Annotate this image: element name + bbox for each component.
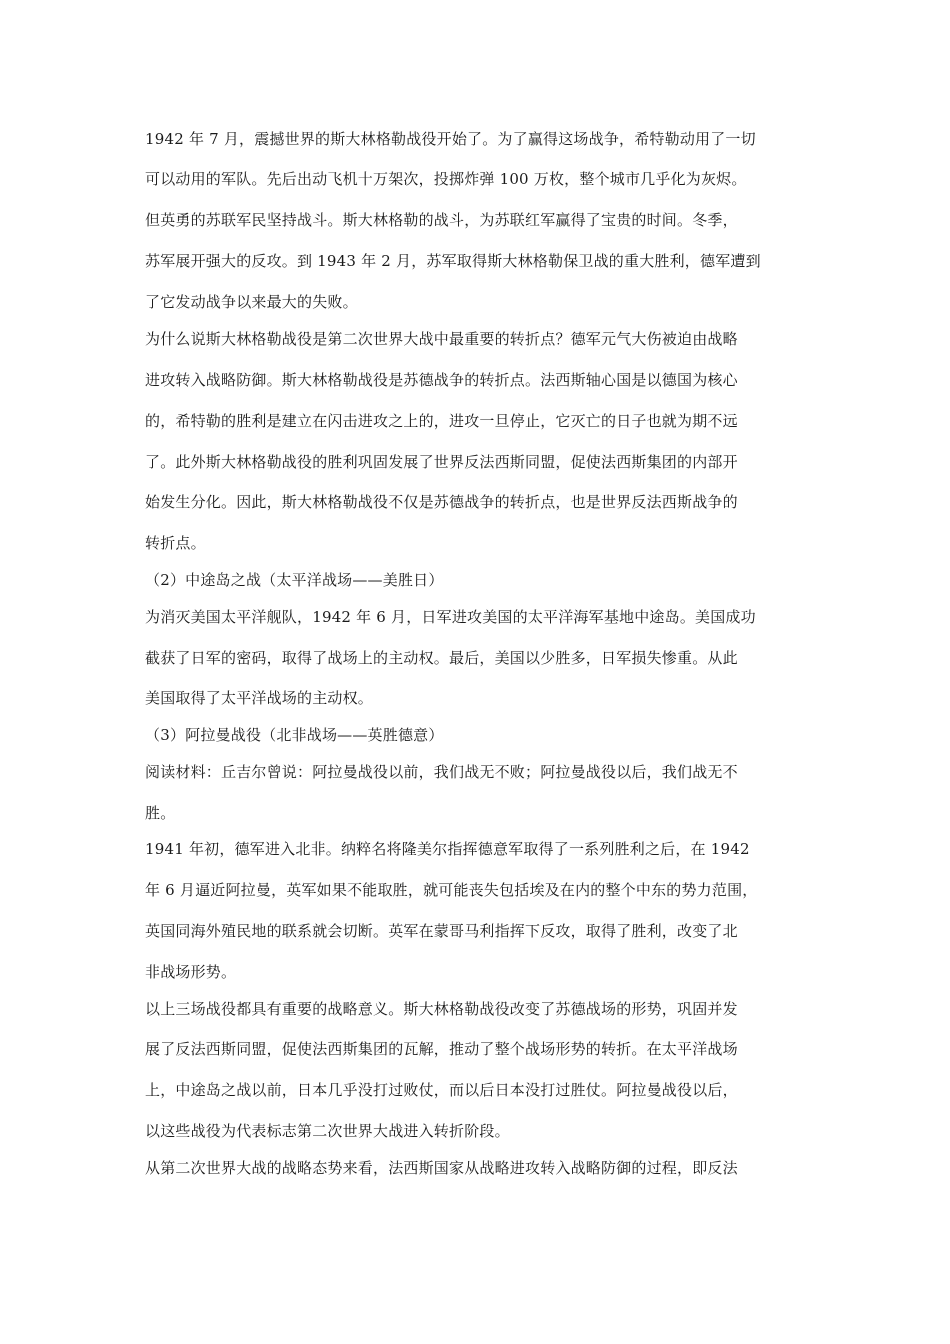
text-line-1: 1942 年 7 月，震撼世界的斯大林格勒战役开始了。为了赢得这场战争，希特勒动用了一切 (145, 130, 756, 148)
text-line-3: 但英勇的苏联军民坚持战斗。斯大林格勒的战斗，为苏联红军赢得了宝贵的时间。冬季， (145, 211, 738, 229)
text-line-5: 了它发动战争以来最大的失败。 (145, 293, 358, 311)
text-line-15: 美国取得了太平洋战场的主动权。 (145, 689, 374, 707)
text-line-9: 了。此外斯大林格勒战役的胜利巩固发展了世界反法西斯同盟，促使法西斯集团的内部开 (145, 453, 738, 471)
text-line-19: 1941 年初，德军进入北非。纳粹名将隆美尔指挥德意军取得了一系列胜利之后，在 1942 (145, 840, 750, 858)
text-line-26: 以这些战役为代表标志第二次世界大战进入转折阶段。 (145, 1122, 510, 1140)
text-line-22: 非战场形势。 (145, 963, 237, 981)
text-line-20: 年 6 月逼近阿拉曼，英军如果不能取胜，就可能丧失包括埃及在内的整个中东的势力范围， (145, 881, 758, 899)
text-line-23: 以上三场战役都具有重要的战略意义。斯大林格勒战役改变了苏德战场的形势，巩固并发 (145, 1000, 738, 1018)
section-heading-alamein: （3）阿拉曼战役（北非战场——英胜德意） (145, 726, 444, 744)
text-line-11: 转折点。 (145, 534, 206, 552)
text-line-18: 胜。 (145, 804, 176, 822)
text-line-17: 阅读材料：丘吉尔曾说：阿拉曼战役以前，我们战无不败；阿拉曼战役以后，我们战无不 (145, 763, 738, 781)
text-line-7: 进攻转入战略防御。斯大林格勒战役是苏德战争的转折点。法西斯轴心国是以德国为核心 (145, 371, 738, 389)
text-line-24: 展了反法西斯同盟，促使法西斯集团的瓦解，推动了整个战场形势的转折。在太平洋战场 (145, 1040, 738, 1058)
text-line-4: 苏军展开强大的反攻。到 1943 年 2 月，苏军取得斯大林格勒保卫战的重大胜利，德军遭到 (145, 252, 761, 270)
text-line-14: 截获了日军的密码，取得了战场上的主动权。最后，美国以少胜多，日军损失惨重。从此 (145, 649, 738, 667)
text-line-21: 英国同海外殖民地的联系就会切断。英军在蒙哥马利指挥下反攻，取得了胜利，改变了北 (145, 922, 738, 940)
text-line-10: 始发生分化。因此，斯大林格勒战役不仅是苏德战争的转折点，也是世界反法西斯战争的 (145, 493, 738, 511)
text-line-27: 从第二次世界大战的战略态势来看，法西斯国家从战略进攻转入战略防御的过程，即反法 (145, 1159, 738, 1177)
section-heading-midway: （2）中途岛之战（太平洋战场——美胜日） (145, 571, 444, 589)
text-line-25: 上，中途岛之战以前，日本几乎没打过败仗，而以后日本没打过胜仗。阿拉曼战役以后， (145, 1081, 738, 1099)
text-line-13: 为消灭美国太平洋舰队，1942 年 6 月，日军进攻美国的太平洋海军基地中途岛。美国成功 (145, 608, 756, 626)
text-line-6: 为什么说斯大林格勒战役是第二次世界大战中最重要的转折点？德军元气大伤被迫由战略 (145, 330, 738, 348)
text-line-8: 的，希特勒的胜利是建立在闪击进攻之上的，进攻一旦停止，它灭亡的日子也就为期不远 (145, 412, 738, 430)
text-line-2: 可以动用的军队。先后出动飞机十万架次，投掷炸弹 100 万枚，整个城市几乎化为灰烬。 (145, 170, 747, 188)
